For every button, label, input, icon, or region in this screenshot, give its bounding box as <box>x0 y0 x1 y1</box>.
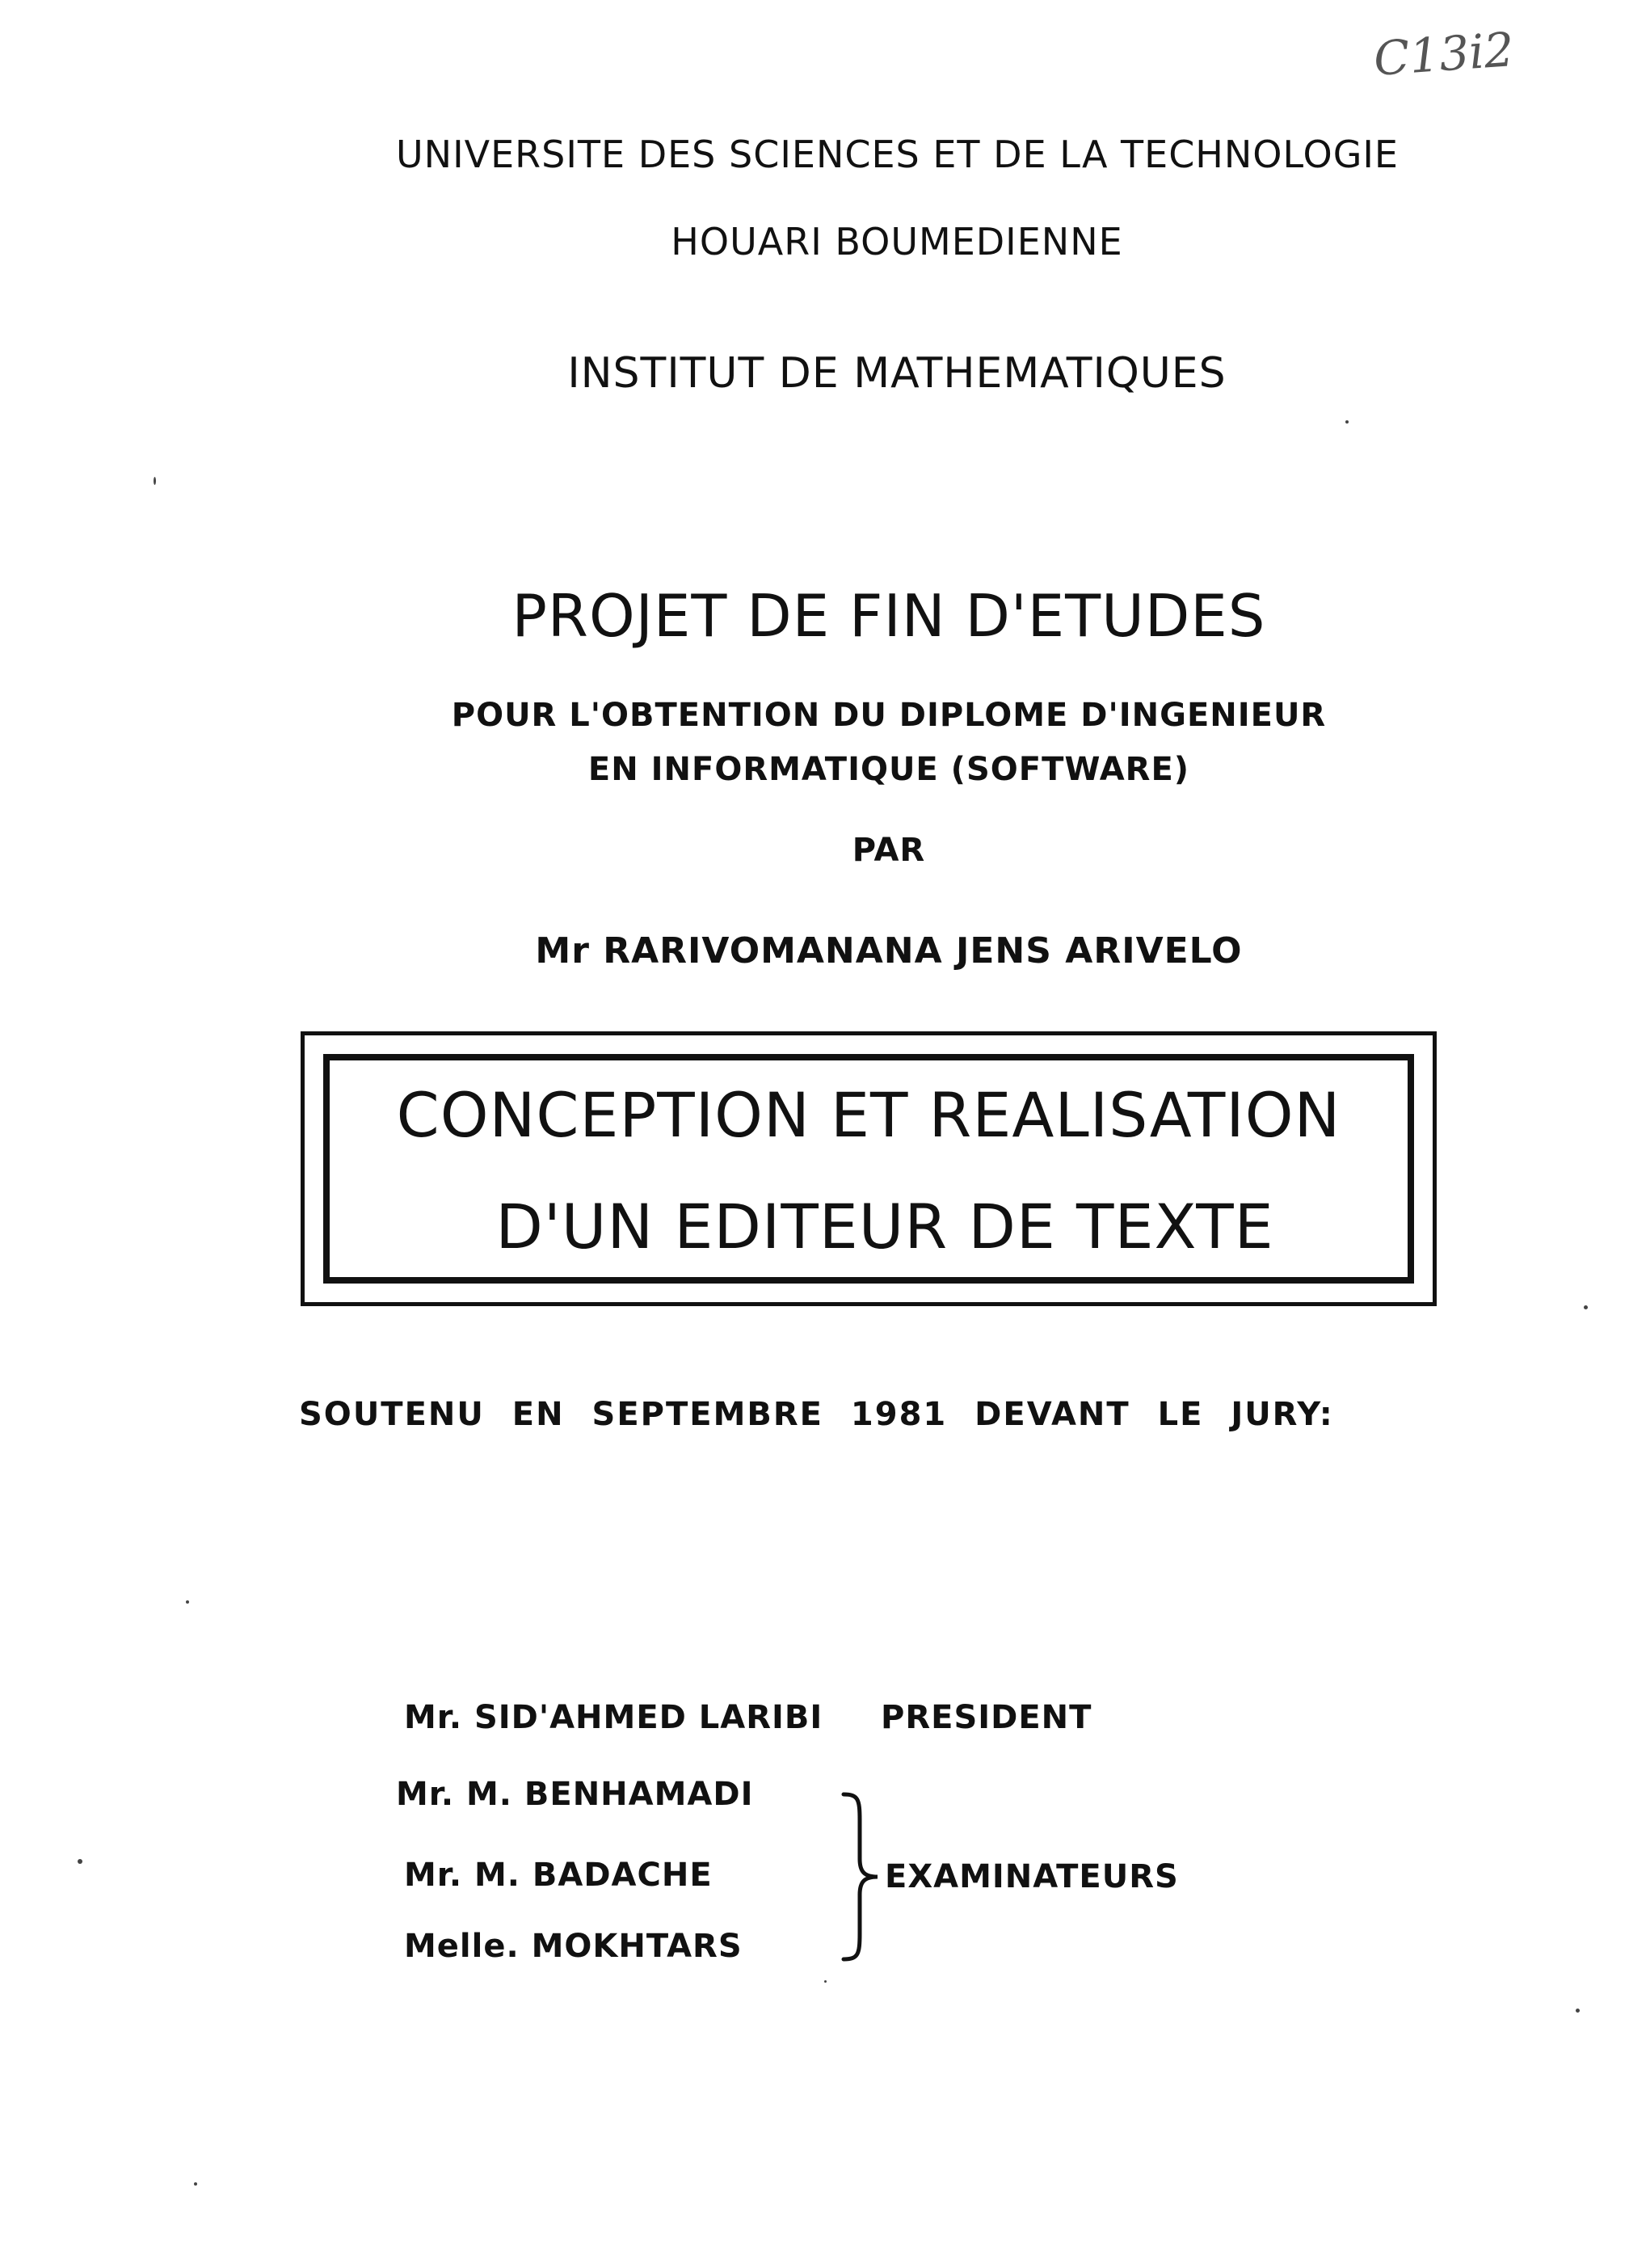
university-name-line1: UNIVERSITE DES SCIENCES ET DE LA TECHNOLOGIE <box>396 133 1399 176</box>
by-label: PAR <box>852 832 926 869</box>
university-name-line2: HOUARI BOUMEDIENNE <box>671 220 1123 263</box>
scan-speck <box>1576 2009 1580 2013</box>
scan-speck <box>1345 420 1349 424</box>
scan-speck <box>1584 1305 1588 1309</box>
thesis-title-line1: CONCEPTION ET REALISATION <box>396 1079 1341 1151</box>
thesis-title-line2: D'UN EDITEUR DE TEXTE <box>495 1191 1274 1263</box>
author-name: Mr RARIVOMANANA JENS ARIVELO <box>535 930 1243 972</box>
jury-member-examiner: Melle. MOKHTARS <box>404 1928 743 1965</box>
scan-speck <box>194 2182 197 2186</box>
jury-role-examiners: EXAMINATEURS <box>885 1858 1179 1895</box>
jury-member-examiner: Mr. M. BADACHE <box>404 1857 713 1894</box>
project-heading: PROJET DE FIN D'ETUDES <box>511 582 1266 650</box>
project-purpose-line1: POUR L'OBTENTION DU DIPLOME D'INGENIEUR <box>451 697 1327 734</box>
curly-brace-icon <box>840 1788 889 1966</box>
scan-speck <box>824 1980 827 1983</box>
scan-speck <box>78 1859 82 1864</box>
handwritten-annotation: C13i2 <box>1371 22 1516 86</box>
project-purpose-line2: EN INFORMATIQUE (SOFTWARE) <box>587 751 1190 788</box>
jury-member-examiner: Mr. M. BENHAMADI <box>396 1776 754 1813</box>
scan-speck <box>186 1600 189 1604</box>
defense-statement: SOUTENU EN SEPTEMBRE 1981 DEVANT LE JURY: <box>299 1396 1334 1433</box>
scan-speck <box>154 477 156 485</box>
institute-name: INSTITUT DE MATHEMATIQUES <box>567 349 1227 398</box>
jury-role-president: PRESIDENT <box>881 1699 1092 1736</box>
jury-member-president: Mr. SID'AHMED LARIBI <box>404 1699 823 1736</box>
